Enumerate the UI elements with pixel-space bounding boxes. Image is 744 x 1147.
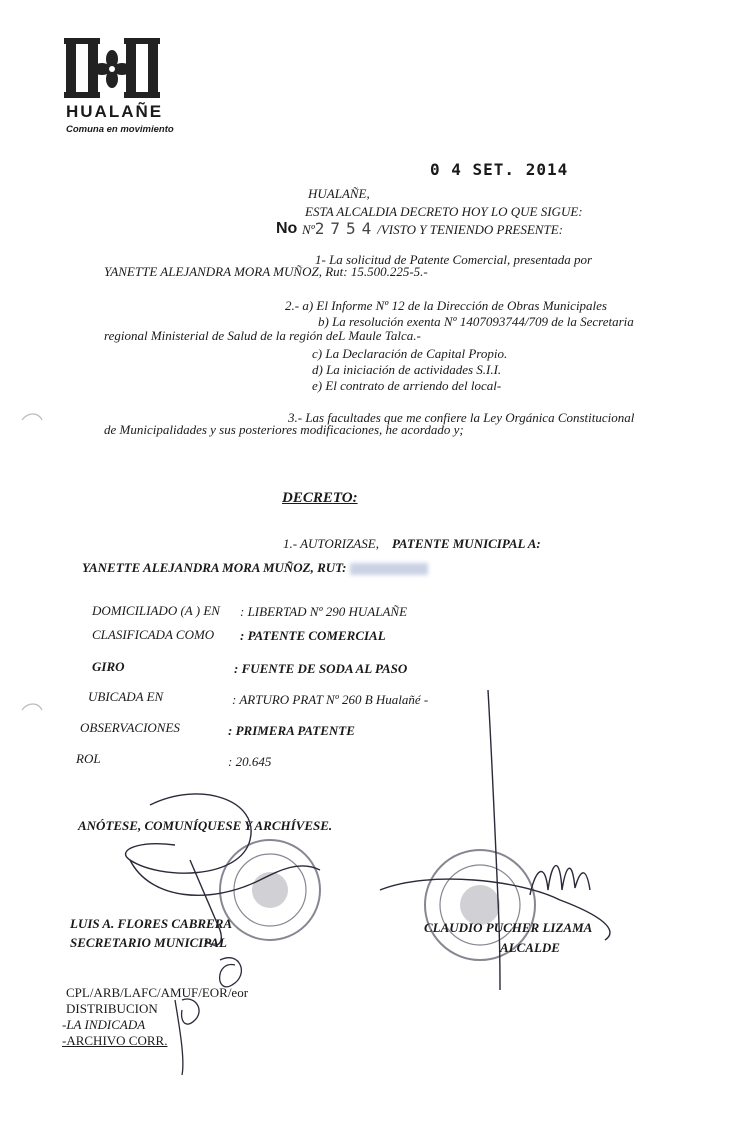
field-label: OBSERVACIONES [80, 720, 180, 735]
header-city: HUALAÑE, [308, 186, 370, 201]
visto-2b: b) La resolución exenta Nº 1407093744/709 de la Secretaria [318, 314, 634, 329]
signer-secretario-name: LUIS A. FLORES CABRERA [70, 916, 233, 931]
visto-1b: YANETTE ALEJANDRA MORA MUÑOZ, Rut: 15.500.225-5.- [104, 264, 428, 279]
signer-alcalde-name: CLAUDIO PUCHER LIZAMA [424, 920, 593, 935]
visto-3a: 3.- Las facultades que me confiere la Ley Orgánica Constitucional [288, 410, 635, 425]
footer-distribution: DISTRIBUCION [66, 1001, 158, 1016]
field-value: : ARTURO PRAT Nº 260 B Hualañé - [232, 692, 429, 707]
logo-wordmark: HUALAÑE [66, 102, 164, 121]
visto-text: /VISTO Y TENIENDO PRESENTE: [377, 222, 563, 237]
visto-2c: regional Ministerial de Salud de la región deL Maule Talca.- [104, 328, 421, 343]
visto-1a: 1- La solicitud de Patente Comercial, presentada por [315, 252, 593, 267]
visto-2f: e) El contrato de arriendo del local- [312, 378, 502, 393]
field-value: : PRIMERA PATENTE [228, 723, 355, 738]
header-alcaldia: ESTA ALCALDIA DECRETO HOY LO QUE SIGUE: [305, 204, 583, 219]
field-value: : 20.645 [228, 754, 272, 769]
date-stamp: 0 4 SET. 2014 [430, 160, 569, 179]
field-label: UBICADA EN [88, 689, 164, 704]
logo-tagline: Comuna en movimiento [66, 124, 174, 135]
patente-municipal-label: PATENTE MUNICIPAL A: [391, 536, 541, 551]
field-label: DOMICILIADO (A ) EN [92, 603, 220, 618]
signer-alcalde-title: ALCALDE [500, 940, 560, 955]
visto-2d: c) La Declaración de Capital Propio. [312, 346, 508, 361]
footer-dist-item: -LA INDICADA [62, 1017, 146, 1032]
authorize-prefix: 1.- AUTORIZASE, [283, 536, 379, 551]
visto-3b: de Municipalidades y sus posteriores modificaciones, he acordado y; [104, 422, 464, 437]
field-value: : LIBERTAD Nº 290 HUALAÑE [240, 604, 408, 619]
visto-2a: 2.- a) El Informe Nº 12 de la Dirección de Obras Municipales [285, 298, 607, 313]
field-label: ROL [76, 751, 101, 766]
closing-formula: ANÓTESE, COMUNÍQUESE Y ARCHÍVESE. [78, 818, 333, 833]
field-value: : FUENTE DE SODA AL PASO [234, 661, 408, 676]
footer-initials: CPL/ARB/LAFC/AMUF/EOR/eor [66, 985, 249, 1000]
field-value: : PATENTE COMERCIAL [240, 628, 386, 643]
footer-dist-item: -ARCHIVO CORR. [62, 1033, 168, 1048]
decree-n-prefix: Nº [302, 222, 315, 237]
decree-number: 2754 [314, 219, 378, 238]
decree-no-label: No [276, 220, 298, 237]
field-label: CLASIFICADA COMO [92, 627, 215, 642]
beneficiary-name: YANETTE ALEJANDRA MORA MUÑOZ, RUT: [82, 560, 347, 575]
visto-2e: d) La iniciación de actividades S.I.I. [312, 362, 502, 377]
decreto-title: DECRETO: [282, 490, 358, 506]
field-label: GIRO [92, 659, 125, 674]
signer-secretario-title: SECRETARIO MUNICIPAL [70, 935, 227, 950]
